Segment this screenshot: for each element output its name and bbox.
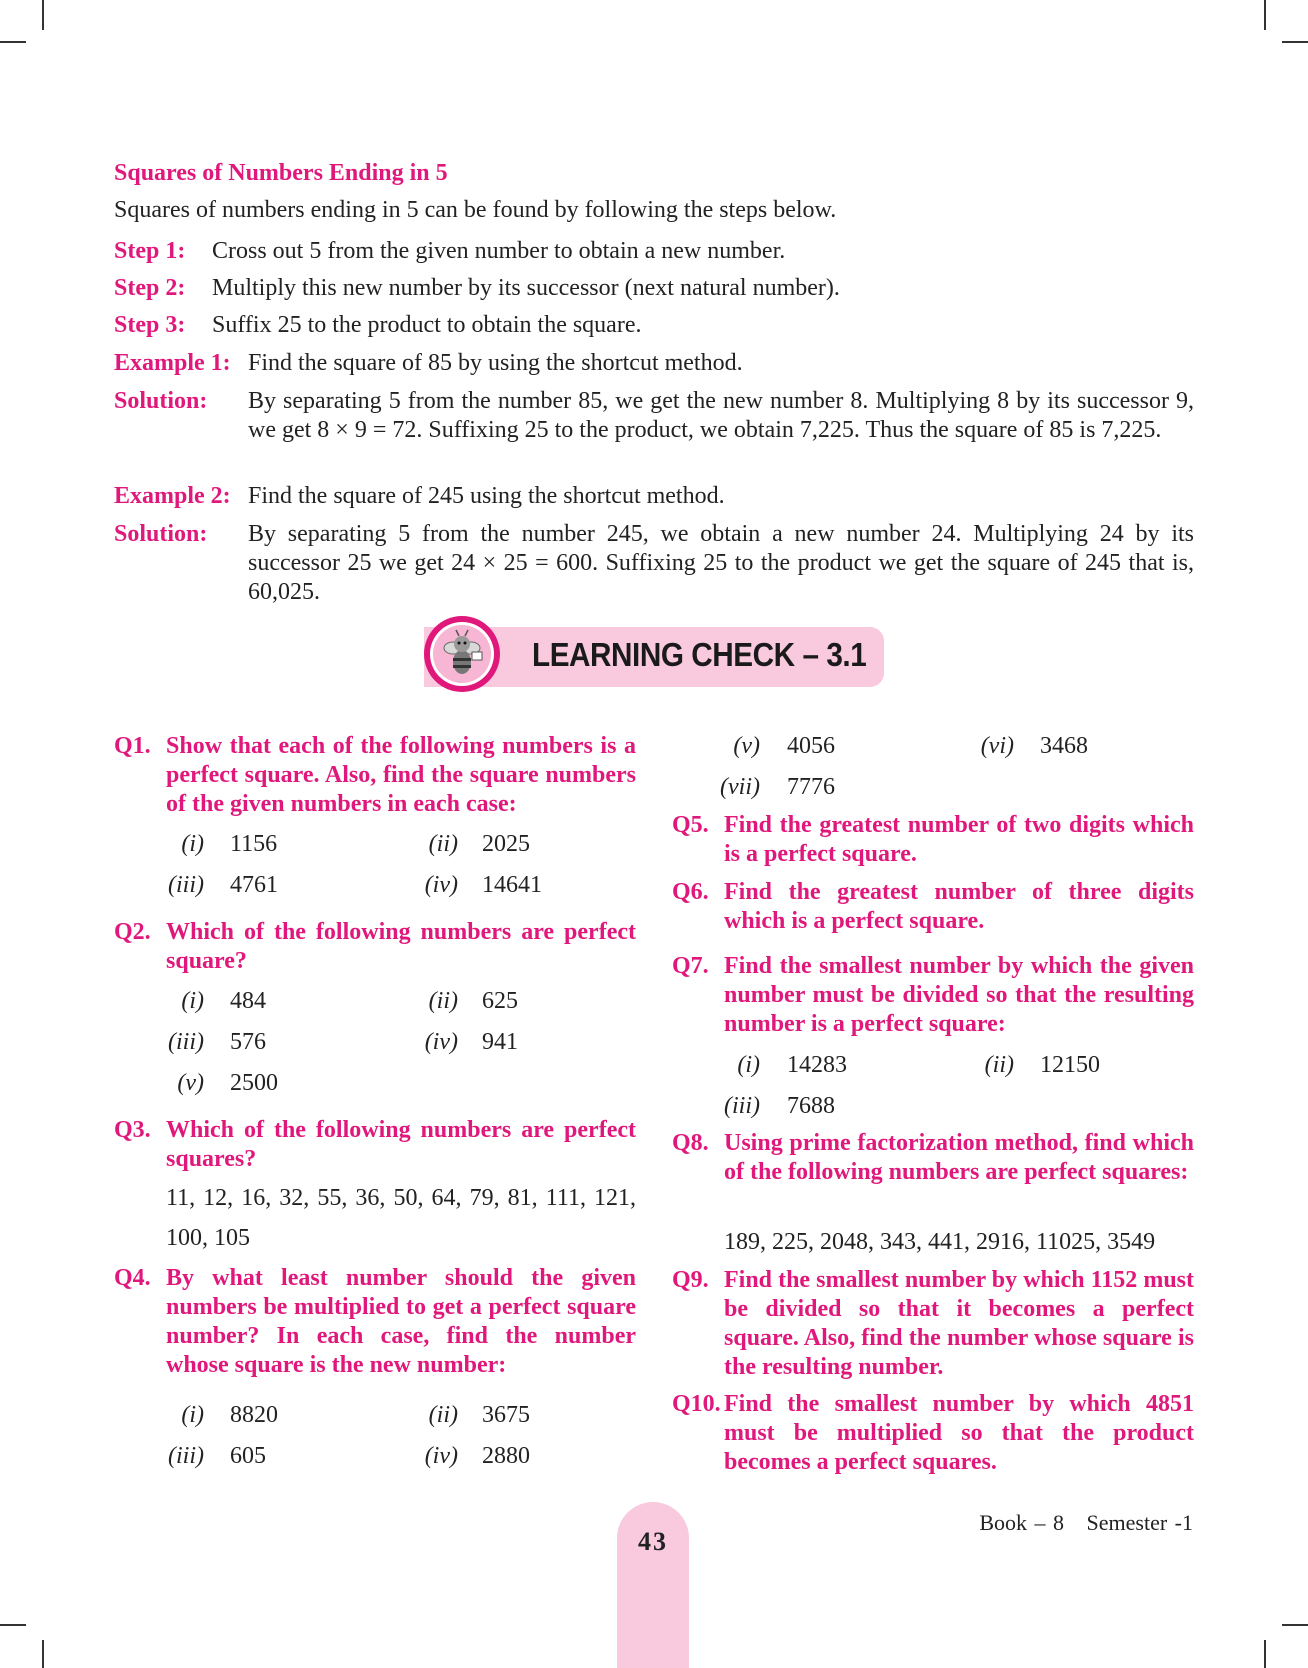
option-value: 484 [230,988,266,1014]
step-text: Multiply this new number by its successor (next natural number). [212,275,840,301]
bee-mascot-icon [422,614,502,694]
option-roman: (iii) [168,1029,204,1055]
option-value: 1156 [230,831,278,857]
option-roman: (iv) [424,872,458,898]
option-value: 2880 [482,1443,530,1469]
option-roman: (iii) [168,872,204,898]
question-text: Using prime factorization method, find which of the following numbers are perfect squares: [724,1130,1194,1185]
solution-text: By separating 5 from the number 245, we obtain a new number 24. Multiplying 24 by its successor 25 we get 24 × 25 = 600. Suffixing 25 to the product we get the square of 245 that is, 60,025. [248,521,1194,605]
question-number: Q10. [672,1391,721,1417]
question-text: Which of the following numbers are perfect squares? [166,1117,636,1172]
option-roman: (vii) [720,774,760,800]
step-label: Step 1: [114,238,186,264]
question-number: Q3. [114,1117,151,1143]
page-number: 43 [638,1527,668,1556]
section-title: Squares of Numbers Ending in 5 [114,160,448,186]
option-value: 576 [230,1029,266,1055]
option-roman: (iv) [424,1029,458,1055]
question-text: Show that each of the following numbers is a perfect square. Also, find the square numbers of the given numbers in each case: [166,733,636,817]
option-value: 8820 [230,1402,278,1428]
option-roman: (v) [733,733,760,759]
option-value: 12150 [1040,1052,1100,1078]
crop-mark [1264,0,1266,30]
solution-label: Solution: [114,388,208,414]
question-text: Find the greatest number of three digits which is a perfect square. [724,879,1194,934]
question-number: Q7. [672,953,709,979]
question-number: Q2. [114,919,151,945]
option-roman: (ii) [428,831,458,857]
option-value: 7688 [787,1093,835,1119]
solution-text: By separating 5 from the number 85, we get the new number 8. Multiplying 8 by its successor 9, we get 8 × 9 = 72. Suffixing 25 to the product, we obtain 7,225. Thus the square of 85 is 7,225. [248,388,1194,443]
option-roman: (i) [181,1402,204,1428]
option-value: 4056 [787,733,835,759]
crop-mark [1282,41,1308,43]
option-value: 625 [482,988,518,1014]
question-number: Q4. [114,1265,151,1291]
example-question: Find the square of 245 using the shortcut method. [248,483,725,509]
crop-mark [1282,1624,1308,1626]
banner-title: LEARNING CHECK – 3.1 [532,636,867,673]
semester-label: Semester -1 [1086,1510,1193,1535]
book-label: Book – 8 [979,1510,1065,1535]
option-roman: (i) [181,831,204,857]
option-value: 2500 [230,1070,278,1096]
option-roman: (iii) [168,1443,204,1469]
option-roman: (ii) [984,1052,1014,1078]
solution-label: Solution: [114,521,208,547]
number-list: 11, 12, 16, 32, 55, 36, 50, 64, 79, 81, 111, 121, 100, 105 [166,1185,636,1251]
option-value: 3468 [1040,733,1088,759]
option-roman: (iv) [424,1443,458,1469]
number-list: 189, 225, 2048, 343, 441, 2916, 11025, 3549 [724,1229,1156,1255]
example-question: Find the square of 85 by using the shortcut method. [248,350,743,376]
book-info [979,1510,1193,1536]
question-number: Q1. [114,733,151,759]
option-value: 7776 [787,774,835,800]
question-number: Q8. [672,1130,709,1156]
question-text: Find the smallest number by which 1152 must be divided so that it becomes a perfect square. Also, find the number whose square is the resulting number. [724,1267,1194,1380]
example-label: Example 1: [114,350,231,376]
option-value: 4761 [230,872,278,898]
option-value: 3675 [482,1402,530,1428]
option-roman: (ii) [428,988,458,1014]
option-value: 2025 [482,831,530,857]
example-label: Example 2: [114,483,231,509]
step-label: Step 3: [114,312,186,338]
crop-mark [42,0,44,30]
step-text: Cross out 5 from the given number to obtain a new number. [212,238,786,264]
option-roman: (i) [737,1052,760,1078]
crop-mark [0,41,26,43]
option-roman: (i) [181,988,204,1014]
crop-mark [42,1640,44,1668]
option-value: 14641 [482,872,542,898]
option-value: 605 [230,1443,266,1469]
option-roman: (v) [177,1070,204,1096]
option-roman: (ii) [428,1402,458,1428]
question-number: Q9. [672,1267,709,1293]
crop-mark [1264,1640,1266,1668]
question-text: By what least number should the given numbers be multiplied to get a perfect square number? In each case, find the number whose square is the new number: [166,1265,636,1378]
option-roman: (iii) [724,1093,760,1119]
question-text: Find the greatest number of two digits which is a perfect square. [724,812,1194,867]
option-roman: (vi) [980,733,1014,759]
option-value: 941 [482,1029,518,1055]
question-text: Find the smallest number by which the given number must be divided so that the resulting number is a perfect square: [724,953,1194,1037]
crop-mark [0,1624,26,1626]
step-label: Step 2: [114,275,186,301]
question-number: Q6. [672,879,709,905]
question-number: Q5. [672,812,709,838]
option-value: 14283 [787,1052,847,1078]
section-intro: Squares of numbers ending in 5 can be found by following the steps below. [114,197,837,223]
question-text: Which of the following numbers are perfect square? [166,919,636,974]
question-text: Find the smallest number by which 4851 must be multiplied so that the product becomes a perfect squares. [724,1391,1194,1475]
step-text: Suffix 25 to the product to obtain the square. [212,312,642,338]
